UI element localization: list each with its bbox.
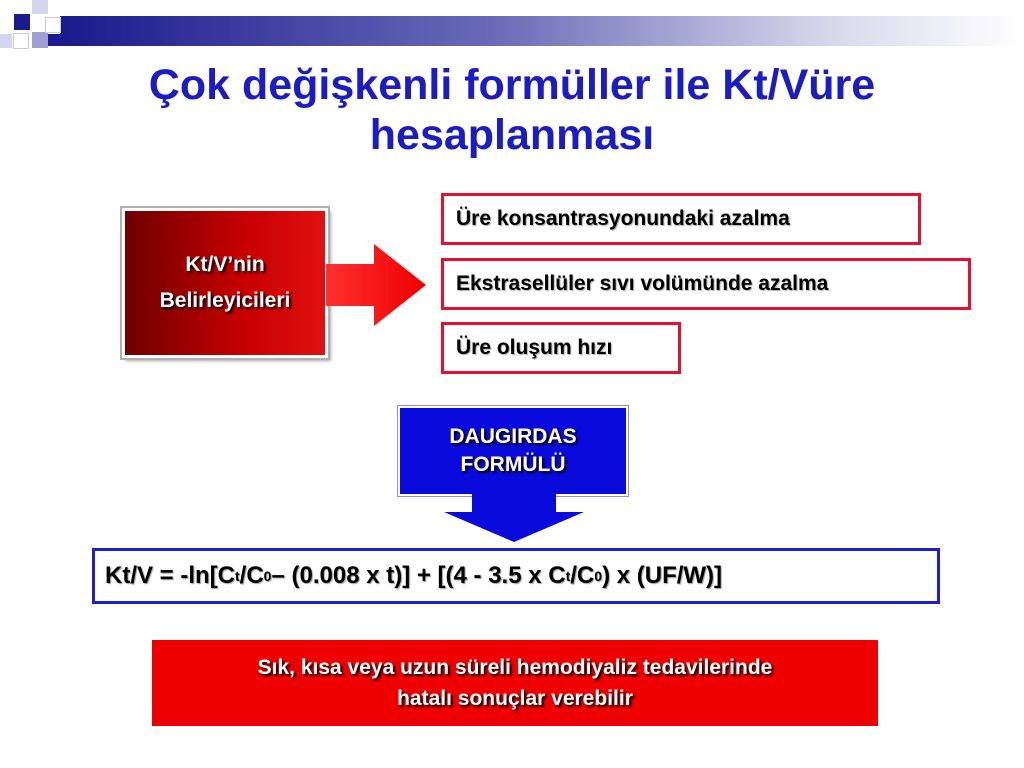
factor-label: Ekstrasellüler sıvı volümünde azalma bbox=[456, 272, 829, 295]
decor-square bbox=[14, 34, 28, 48]
decor-square bbox=[14, 14, 30, 30]
blue-arrow-down-icon bbox=[444, 494, 584, 542]
factor-label: Üre konsantrasyonundaki azalma bbox=[456, 207, 790, 230]
daugirdas-equation bbox=[92, 548, 940, 604]
determinants-line-2: Belirleyicileri bbox=[159, 289, 291, 312]
formula-part: Kt/V = -ln[C bbox=[105, 562, 235, 589]
decor-square bbox=[48, 34, 60, 46]
formula-subscript: 0 bbox=[594, 568, 603, 584]
formula-subscript: t bbox=[235, 568, 240, 584]
header-gradient-bar bbox=[60, 16, 1024, 46]
daugirdas-formula-box bbox=[398, 406, 628, 496]
factor-box-urea-generation bbox=[441, 322, 681, 374]
factor-label: Üre oluşum hızı bbox=[456, 336, 613, 359]
red-arrow-right-icon bbox=[326, 244, 430, 326]
formula-part: /C bbox=[570, 562, 595, 589]
warning-box bbox=[152, 640, 878, 726]
formula-part: ) x (UF/W)] bbox=[602, 562, 723, 589]
title-line-1: Çok değişkenli formüller ile Kt/Vüre bbox=[148, 61, 876, 109]
factor-box-urea-reduction bbox=[441, 193, 921, 245]
warning-line-1: Sık, kısa veya uzun süreli hemodiyaliz tedavilerinde bbox=[257, 656, 773, 679]
method-line-1: DAUGIRDAS bbox=[449, 425, 577, 448]
formula-subscript: 0 bbox=[263, 568, 272, 584]
determinants-box bbox=[122, 208, 328, 358]
decor-square bbox=[32, 0, 48, 14]
formula-part: /C bbox=[239, 562, 264, 589]
formula-part: – (0.008 x t)] + [(4 - 3.5 x C bbox=[271, 562, 566, 589]
determinants-line-1: Kt/V’nin bbox=[185, 253, 265, 276]
factor-box-ecf-reduction bbox=[441, 258, 971, 310]
title-line-2: hesaplanması bbox=[369, 111, 655, 159]
method-line-2: FORMÜLÜ bbox=[460, 453, 566, 476]
formula-subscript: t bbox=[565, 568, 571, 584]
warning-line-2: hatalı sonuçlar verebilir bbox=[397, 687, 633, 710]
decor-square bbox=[0, 34, 12, 48]
decor-square bbox=[32, 32, 48, 48]
slide-title bbox=[40, 60, 984, 160]
decor-square bbox=[46, 18, 60, 32]
